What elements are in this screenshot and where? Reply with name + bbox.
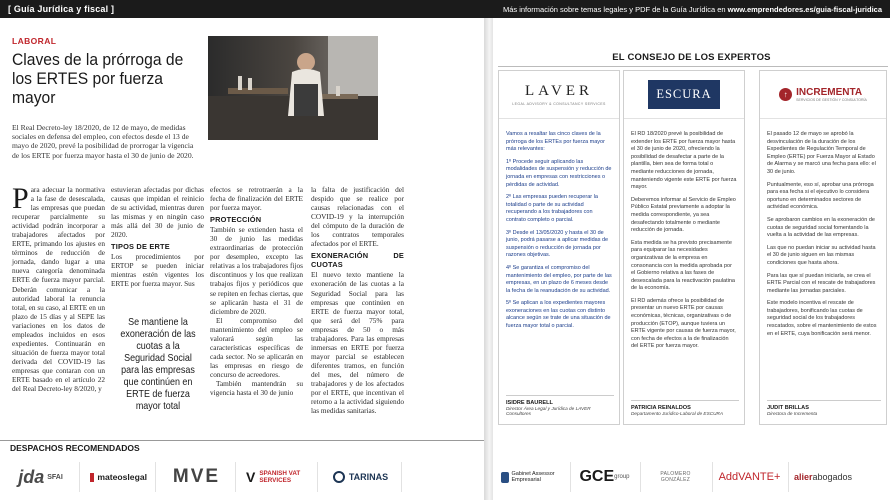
article-tag: LABORAL — [12, 36, 57, 46]
mateoslegal-logo-icon — [90, 473, 94, 482]
sponsor-alier[interactable] — [795, 462, 859, 492]
expert-paragraph: Puntualmente, eso sí, aprobar una prórroga para esa fecha si el ejecutivo lo considera oportuno en determinados sectores de actividad económica. — [767, 181, 874, 211]
expert-paragraph: Las que no puedan iniciar su actividad hasta el 30 de junio siguen en las mismas condiciones que hasta ahora. — [767, 244, 876, 266]
spanish-vat-logo-icon: V — [246, 468, 256, 485]
article-headline: Claves de la prórroga de los ERTES por fuerza mayor — [12, 50, 184, 107]
sponsor-jda[interactable] — [10, 462, 80, 492]
col3-text: efectos se retrotraerán a la fecha de finalización del ERTE por fuerza mayor. — [210, 185, 303, 213]
expert-body-incrementa — [760, 119, 886, 338]
sponsor-alier-sub: abogados — [812, 472, 853, 482]
col3-text4: También mantendrán su vigencia hasta el 30 de junio — [210, 378, 303, 398]
article-column-4 — [311, 185, 404, 415]
sponsors-left — [0, 454, 484, 500]
expert-paragraph: 1º Procede seguir aplicando las modalidades de suspensión y reducción de jornada en empresas con restricciones o pérdidas de actividad. — [506, 158, 612, 188]
expert-paragraph: 2º Las empresas pueden recuperar la totalidad o parte de su actividad recuperando a los trabajadores con contrato completo o parcial. — [506, 194, 598, 223]
expert-paragraph: Este modelo incentiva el rescate de trabajadores, bonificando las cuotas de seguridad social de los trabajadores rescatados, sobre el mantenimiento de estos en el ERTE, cuya bonificación será menor. — [767, 300, 877, 337]
sponsor-gce[interactable] — [577, 462, 641, 492]
incrementa-logo-icon: ↑ — [779, 88, 792, 101]
sponsors-right — [493, 454, 890, 500]
article-lead: El Real Decreto-ley 18/2020, de 12 de mayo, de medidas sociales en defensa del empleo, con efectos desde el 13 de mayo de 2020, prevé la posibilidad de prorrogar la vigencia de los ERTE por fuerza mayor hasta el 30 de junio de 2020. — [12, 123, 194, 160]
expert-name: ISIDRE BAURELL — [506, 400, 553, 406]
sponsor-gce-sub: group — [614, 474, 630, 480]
pull-quote: Se mantiene la exoneración de las cuotas a la Seguridad Social para las empresas que continúen en ERTE de fuerza mayor total — [120, 317, 196, 412]
incrementa-logo — [760, 71, 886, 119]
expert-card-escura — [623, 70, 745, 425]
col4-heading: EXONERACIÓN DE CUOTAS — [311, 251, 404, 270]
info-prefix: Más información sobre temas legales y PDF de la Guía Jurídica en — [502, 4, 728, 14]
expert-paragraph: 4º Se garantiza el compromiso del mantenimiento del empleo, por parte de las empresas, en un plazo de 6 meses desde la fecha de la reanudación de su actividad. — [506, 264, 612, 294]
sponsor-mateoslegal[interactable] — [90, 462, 156, 492]
section-label: [ Guía Jurídica y fiscal ] — [8, 4, 115, 14]
info-line — [503, 5, 882, 14]
sponsor-palomero-text: PALOMERO GONZÁLEZ — [660, 471, 691, 483]
expert-signature — [767, 400, 881, 416]
expert-name: JUDIT BRILLAS — [767, 405, 809, 411]
col2-text: estuvieran afectadas por dichas causas que impidan el reinicio de su actividad, mientras duren las mismas y en ningún caso más allá del 30 de junio de 2020. — [111, 185, 204, 240]
article-column-2 — [111, 185, 204, 289]
expert-paragraph: Esta medida se ha previsto precisamente para equiparar las necesidades organizativas de la empresa en consonancia con la medida aprobada por el Gobierno relativa a las fases de desescalada para la reactivación paulatina de la economía. — [631, 239, 735, 292]
expert-role: Departamento Jurídico-Laboral de ESCURA — [631, 411, 723, 416]
sponsor-tarinas-text: TARINAS — [348, 472, 389, 482]
sponsor-tarinas[interactable] — [328, 462, 402, 492]
col2-heading: TIPOS DE ERTE — [111, 242, 170, 252]
expert-role: Director Área Legal y Jurídica de LAVER Consultores — [506, 406, 591, 416]
sponsor-palomero[interactable] — [647, 462, 713, 492]
expert-paragraph: Se aprobaron cambios en la exoneración de cuotas de seguridad social fomentando la vuelta a la actividad de las empresas. — [767, 216, 875, 239]
article-photo — [208, 36, 378, 140]
expert-paragraph: El pasado 12 de mayo se aprobó la desvinculación de la duración de los Expedientes de Regulación Temporal de Empleo (ERTE) por Fuerza Mayor al Estado de Alarma y se marcó una fecha para ello: el 30 de junio. — [767, 131, 876, 175]
expert-role: Directora de Incrementa — [767, 411, 818, 416]
article-column-1 — [12, 182, 105, 394]
dropcap: P — [12, 182, 29, 215]
expert-paragraph: 5º Se aplican a los expedientes mayores exoneraciones en las cuotas con distinto alcance según se trate de una situación de fuerza mayor total o parcial. — [506, 300, 611, 330]
expert-signature — [631, 400, 739, 416]
sidebar-divider — [498, 66, 888, 67]
page-gutter — [484, 18, 493, 500]
expert-paragraph: El RD 18/2020 prevé la posibilidad de extender los ERTE por fuerza mayor hasta el 30 de junio de 2020, ofreciendo la posibilidad de desafectar a parte de la plantilla, bien sea de forma total o mediante reducciones de jornada, manteniendo vigente este ERTE por fuerza mayor. — [631, 131, 737, 191]
sponsor-spanish-vat-text: SPANISH VAT SERVICES — [259, 470, 301, 484]
sponsor-jda-text: jda — [18, 466, 45, 487]
sponsor-gabinet-text: Gabinet Assessor Empresarial — [511, 470, 555, 483]
expert-name: PATRICIA REINALDOS — [631, 405, 691, 411]
laver-logo — [499, 71, 619, 119]
incrementa-logo-sub: SERVICIOS DE GESTIÓN Y CONSULTORÍA — [796, 98, 867, 102]
escura-logo-text: ESCURA — [648, 80, 719, 109]
expert-body-laver — [499, 119, 619, 331]
escura-logo — [624, 71, 744, 119]
sponsor-addvante-text: AddVANTE — [718, 471, 774, 483]
expert-paragraph: Deberemos informar al Servicio de Empleo Público Estatal previamente a adoptar la medida correspondiente, ya sea desafectando totalmente o mediante reducción de jornada. — [631, 196, 736, 234]
sponsor-alier-text: alier — [793, 472, 813, 482]
addvante-logo-icon: + — [774, 471, 781, 483]
expert-paragraph: 3º Desde el 13/05/2020 y hasta el 30 de junio, podrá pasarse a aplicar medidas de suspensión o reducción de jornada por razones objetivas. — [506, 229, 609, 259]
col4-text: la falta de justificación del despido que se realice por causas relacionadas con el COVID-19 y la interrupción del cómputo de la duración de los contratos temporales afectados por el ERTE. — [311, 185, 404, 249]
photo-restaurant-worker — [208, 36, 378, 140]
laver-logo-sub: LEGAL ADVISORY & CONSULTANCY SERVICES — [512, 102, 606, 106]
sponsors-title: DESPACHOS RECOMENDADOS — [0, 440, 484, 454]
sponsor-addvante[interactable] — [719, 462, 789, 492]
expert-card-laver — [498, 70, 620, 425]
sponsor-mve-text: MVE — [172, 466, 221, 487]
incrementa-logo-text: INCREMENTA — [796, 87, 863, 98]
expert-paragraph: Para las que sí puedan iniciarla, se crea el ERTE Parcial con el rescate de trabajadores mediante las jornadas parciales. — [767, 272, 876, 294]
top-bar — [0, 0, 890, 18]
laver-logo-text: LAVER — [524, 83, 594, 99]
expert-signature — [506, 395, 614, 416]
col3-text3: El compromiso del mantenimiento del empleo se valorará según las características específicas de cada sector. No se aplicarán en las empresas en riesgo de concurso de acreedores. — [210, 315, 303, 379]
col3-text2: También se extienden hasta el 30 de junio las medidas extraordinarias de protección por desempleo, excepto las relativas a los trabajadores fijos discontinuos y los que realizan trabajos fijos y periódicos que se repiten en fechas ciertas, que se aplicarán hasta el 31 de diciembre de 2020. — [210, 225, 303, 316]
col3-heading: PROTECCIÓN — [210, 215, 262, 225]
expert-body-escura — [624, 119, 744, 351]
gabinet-logo-icon — [501, 472, 509, 483]
article-column-3 — [210, 185, 303, 397]
expert-paragraph: Vamos a resaltar las cinco claves de la prórroga de los ERTEs por fuerza mayor más relevantes: — [506, 131, 605, 153]
sponsor-gabinet[interactable] — [501, 462, 571, 492]
expert-paragraph: El RD además ofrece la posibilidad de presentar un nuevo ERTE por causas económicas, técnicas, organizativas o de producción (ETOP), aunque tuviera un ERTE vigente por causas de fuerza mayor, con fecha de efectos a la de finalización del ERTE por fuerza mayor. — [631, 297, 736, 350]
sidebar-title: EL CONSEJO DE LOS EXPERTOS — [612, 52, 771, 63]
sponsor-spanish-vat[interactable] — [246, 462, 318, 492]
sponsor-mateoslegal-text: mateoslegal — [97, 472, 147, 482]
col1-text: ara adecuar la normativa a la fase de desescalada, las empresas que puedan recuperar parcialmente su actividad podrán incorporar a trabajadores afectados por ERTE, primando los ajustes en términos de reducción de jornada, dando lugar a una nueva categoría denominada ERTE de fuerza mayor parcial. Deberán comunicar a la autoridad laboral la renuncia total, en su caso, al ERTE en un plazo de 15 días y al SEPE las variaciones en los datos de empleados incluidos en esos expedientes. Continuarán en situación de fuerza mayor total derivada del COVID-19 las empresas que contaran con un ERTE basado en el artículo 22 del Real Decreto-ley 8/2020, y — [12, 185, 105, 394]
col2-text2: Los procedimientos por ERTOP se pueden iniciar mientras estén vigentes los ERTE por fuerza mayor. Sus — [111, 252, 204, 289]
sponsor-mve[interactable] — [166, 462, 236, 492]
col4-text2: El nuevo texto mantiene la exoneración de las cuotas a la Seguridad Social para las empresas que continúen en ERTE de fuerza mayor total, que será del 75% para empresas de 50 o más trabajadores. Para las empresas inmersas en ERTE por fuerza mayor parcial se establecen diferentes tramos, en función del mes, del número de trabajadores y de los afectados por el ERTE, que incentivan el retorno a la actividad siguiendo las medidas sanitarias. — [311, 270, 404, 416]
info-url[interactable]: www.emprendedores.es/guia-fiscal-juridica — [727, 4, 882, 14]
tarinas-logo-icon — [333, 471, 345, 483]
sponsor-gce-text: GCE — [579, 468, 615, 485]
incrementa-logo-wordmark — [796, 87, 867, 102]
sponsor-sfai-text: SFAI — [47, 473, 63, 481]
expert-card-incrementa — [759, 70, 887, 425]
